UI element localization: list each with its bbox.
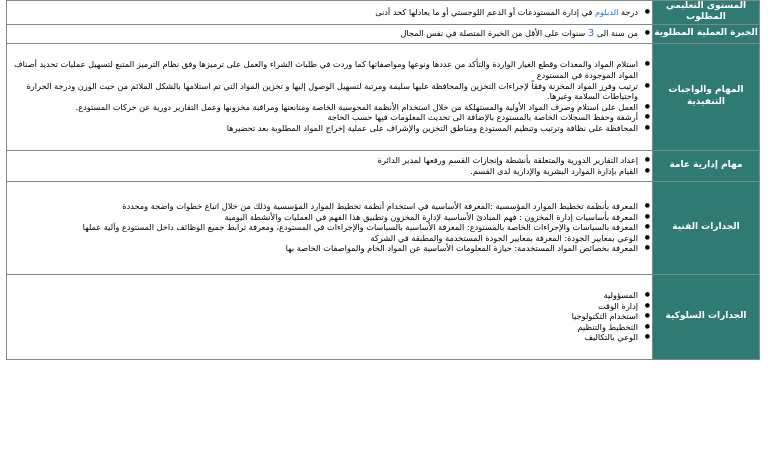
list-item: ● التخطيط والتنظيم <box>7 322 652 333</box>
section-content <box>7 181 653 274</box>
list-item: ● المعرفة بأساسيات إدارة المخزون : فهم المبادئ الأساسية لإدارة المخزون وتطبيق هذا الفهم في العمليات والأنشطة اليومية <box>7 212 652 223</box>
bullet-list <box>7 290 652 343</box>
list-item: ● المحافظة على نظافة وترتيب وتنظيم المستودع ومناطق التخزين والإشراف على عملية إخراج المواد المطلوبة بعد تحضيرها <box>7 123 652 134</box>
highlighted-text: 3 <box>587 27 595 39</box>
list-item: ● استلام المواد والمعدات وقطع الغيار الواردة والتأكد من عددها ونوعها ومواصفاتها كما وردت في طلبات الشراء والعمل على ترميزها وفق نظام الترميز المتبع لتسهيل عمليات تحديد أصناف المواد الموجودة في المستودع <box>7 59 652 80</box>
table-row <box>7 24 760 43</box>
section-header: المستوى التعليمي المطلوب <box>653 1 760 25</box>
highlighted-text: الدبلوم <box>594 6 619 17</box>
section-content <box>7 1 653 25</box>
section-header: الجدارات الفنية <box>653 181 760 274</box>
table-row <box>7 274 760 359</box>
item-text-start: درجة <box>618 6 638 17</box>
section-content <box>7 274 653 359</box>
section-content <box>7 43 653 150</box>
item-text-start: من سنة الى <box>594 27 638 38</box>
list-item: ● العمل على استلام وصرف المواد الأولية والمستهلكة من خلال استخدام الأنظمة المحوسبة الخاصة ومتابعتها ومراقبة مخزونها وعمل التقارير دورية عن حركات المستودع. <box>7 102 652 113</box>
list-item: ● إعداد التقارير الدورية والمتعلقة بأنشطة وإنجازات القسم ورفعها لمدير الدائرة <box>7 155 652 166</box>
section-content <box>7 24 653 43</box>
list-item: ● استخدام التكنولوجيا <box>7 311 652 322</box>
list-item: ● الوعي بالتكاليف <box>7 332 652 343</box>
section-header: المهام والواجبات التنفيذية <box>653 43 760 150</box>
list-item <box>7 7 652 18</box>
list-item: ● ترتيب وفرز المواد المخزنة وفقاً لإجراءات التخزين والمحافظة عليها سليمة ومرتبة لتسهيل الوصول إليها و تخزين المواد التي تم استلامها بالشكل الملائم من حيث الوزن ودرجة الحرارة واحتياطات السلامة وغيرها. <box>7 81 652 102</box>
table-row <box>7 181 760 274</box>
job-description-table <box>6 0 760 360</box>
section-content <box>7 150 653 181</box>
bullet-list <box>7 28 652 40</box>
table-row <box>7 150 760 181</box>
list-item: ● المعرفة بخصائص المواد المستخدمة: حيازة المعلومات الأساسية عن المواد الخام والمواصفات الخاصة بها <box>7 243 652 254</box>
list-item: ● المعرفة بالسياسات والإجراءات الخاصة بالمستودع: المعرفة الأساسية بالسياسات والإجراءات في المستودع، ومعرفة ترابط جميع الوظائف داخل المستودع وآلية عملها <box>7 222 652 233</box>
list-item: ● أرشفة وحفظ السجلات الخاصة بالمستودع بالإضافة الى تحديث المعلومات فيها حسب الحاجة <box>7 112 652 123</box>
table-body <box>7 1 760 360</box>
table-row <box>7 43 760 150</box>
list-item: ● إدارة الوقت <box>7 301 652 312</box>
bullet-list <box>7 59 652 133</box>
section-header: الخبرة العملية المطلوبة <box>653 24 760 43</box>
bullet-list <box>7 201 652 254</box>
list-item: ● القيام بإدارة الموارد البشرية والإدارية لدى القسم. <box>7 166 652 177</box>
list-item <box>7 28 652 40</box>
bullet-list <box>7 7 652 18</box>
section-header: الجدارات السلوكية <box>653 274 760 359</box>
item-text-end: في إدارة المستودعات أو الدعم اللوجستي أو ما يعادلها كحد أدنى <box>375 6 595 17</box>
job-description-sheet <box>6 0 760 360</box>
bullet-list <box>7 155 652 176</box>
list-item: ● المعرفة بأنظمة تخطيط الموارد المؤسسية :المعرفة الأساسية في استخدام أنظمة تخطيط الموارد المؤسسية وذلك من خلال اتباع خطوات واضحة ومحددة <box>7 201 652 212</box>
list-item: ● الوعي بمعايير الجودة: المعرفة بمعايير الجودة المستخدمة والمطبقة في الشركة <box>7 233 652 244</box>
table-row <box>7 1 760 25</box>
item-text-end: سنوات على الأقل من الخبرة المتصلة في نفس المجال <box>400 27 588 38</box>
list-item: ● المسؤولية <box>7 290 652 301</box>
section-header: مهام إدارية عامة <box>653 150 760 181</box>
